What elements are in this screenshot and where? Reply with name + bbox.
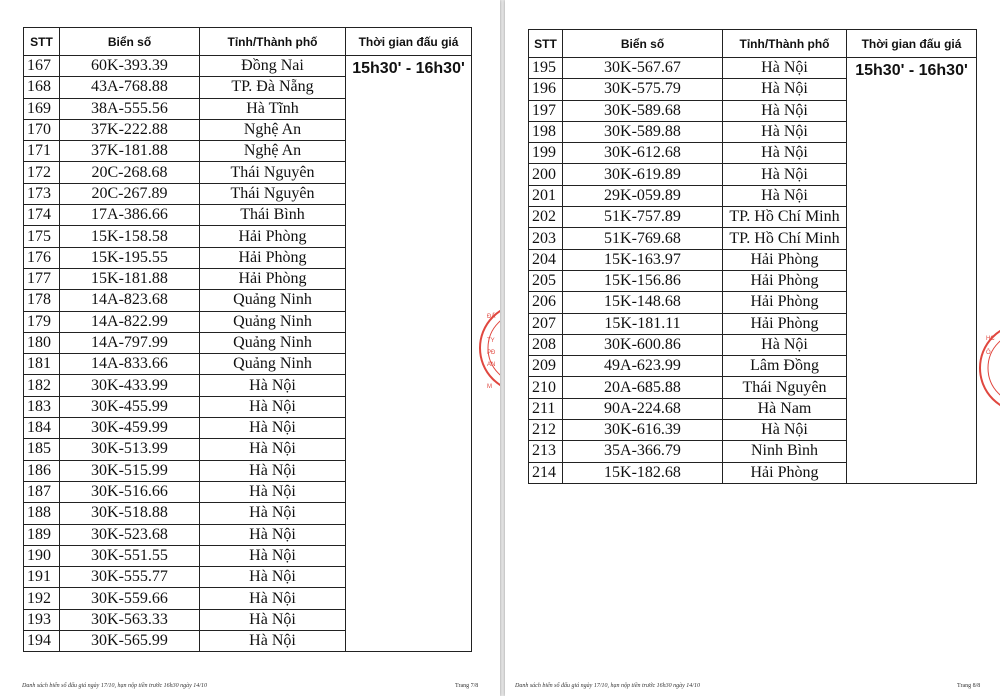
row-plate: 14A-797.99 bbox=[60, 332, 200, 353]
header-province: Tỉnh/Thành phố bbox=[723, 30, 847, 58]
row-province: Hà Nội bbox=[200, 631, 346, 652]
row-plate: 15K-158.58 bbox=[60, 226, 200, 247]
row-plate: 30K-513.99 bbox=[60, 439, 200, 460]
row-province: Hải Phòng bbox=[723, 292, 847, 313]
row-plate: 15K-181.11 bbox=[563, 313, 723, 334]
row-plate: 30K-619.89 bbox=[563, 164, 723, 185]
row-province: Hà Nam bbox=[723, 398, 847, 419]
header-stt: STT bbox=[24, 28, 60, 56]
row-stt: 186 bbox=[24, 460, 60, 481]
row-plate: 15K-163.97 bbox=[563, 249, 723, 270]
row-stt: 209 bbox=[529, 356, 563, 377]
row-plate: 51K-769.68 bbox=[563, 228, 723, 249]
row-province: Hà Nội bbox=[200, 375, 346, 396]
row-plate: 15K-156.86 bbox=[563, 270, 723, 291]
row-province: Thái Nguyên bbox=[200, 183, 346, 204]
row-stt: 206 bbox=[529, 292, 563, 313]
page-number: Trang 8/8 bbox=[957, 683, 981, 689]
row-province: Hà Nội bbox=[200, 481, 346, 502]
row-stt: 173 bbox=[24, 183, 60, 204]
row-plate: 43A-768.88 bbox=[60, 77, 200, 98]
row-stt: 168 bbox=[24, 77, 60, 98]
table-row bbox=[529, 58, 977, 79]
row-plate: 14A-823.68 bbox=[60, 290, 200, 311]
row-plate: 15K-182.68 bbox=[563, 462, 723, 483]
row-plate: 37K-222.88 bbox=[60, 119, 200, 140]
row-province: Hà Nội bbox=[200, 418, 346, 439]
table-row bbox=[24, 56, 472, 77]
page-footer-note: Danh sách biển số đấu giá ngày 17/10, hạn nộp tiền trước 16h30 ngày 14/10 bbox=[22, 683, 207, 689]
row-province: Quảng Ninh bbox=[200, 311, 346, 332]
row-stt: 185 bbox=[24, 439, 60, 460]
row-plate: 30K-555.77 bbox=[60, 567, 200, 588]
row-stt: 171 bbox=[24, 141, 60, 162]
row-province: TP. Đà Nẵng bbox=[200, 77, 346, 98]
row-plate: 49A-623.99 bbox=[563, 356, 723, 377]
row-plate: 17A-386.66 bbox=[60, 205, 200, 226]
page-number: Trang 7/8 bbox=[455, 683, 479, 689]
row-province: Hải Phòng bbox=[723, 270, 847, 291]
row-province: Hà Nội bbox=[200, 524, 346, 545]
row-stt: 183 bbox=[24, 396, 60, 417]
row-plate: 30K-600.86 bbox=[563, 334, 723, 355]
row-province: Hà Nội bbox=[200, 503, 346, 524]
row-province: Hải Phòng bbox=[200, 226, 346, 247]
row-plate: 30K-455.99 bbox=[60, 396, 200, 417]
row-stt: 214 bbox=[529, 462, 563, 483]
row-stt: 169 bbox=[24, 98, 60, 119]
row-province: Hà Nội bbox=[723, 100, 847, 121]
row-plate: 20C-268.68 bbox=[60, 162, 200, 183]
row-stt: 189 bbox=[24, 524, 60, 545]
row-stt: 197 bbox=[529, 100, 563, 121]
row-province: Hà Nội bbox=[723, 334, 847, 355]
row-province: Thái Bình bbox=[200, 205, 346, 226]
row-province: Hà Nội bbox=[200, 545, 346, 566]
row-plate: 30K-518.88 bbox=[60, 503, 200, 524]
row-plate: 29K-059.89 bbox=[563, 185, 723, 206]
row-province: Thái Nguyên bbox=[723, 377, 847, 398]
row-plate: 60K-393.39 bbox=[60, 56, 200, 77]
row-plate: 30K-551.55 bbox=[60, 545, 200, 566]
auction-table bbox=[23, 27, 472, 652]
row-stt: 207 bbox=[529, 313, 563, 334]
row-stt: 179 bbox=[24, 311, 60, 332]
auction-time-slot: 15h30' - 16h30' bbox=[847, 58, 977, 484]
header-plate: Biển số bbox=[563, 30, 723, 58]
row-province: Hải Phòng bbox=[723, 249, 847, 270]
row-stt: 205 bbox=[529, 270, 563, 291]
row-plate: 30K-559.66 bbox=[60, 588, 200, 609]
row-stt: 184 bbox=[24, 418, 60, 439]
row-province: Quảng Ninh bbox=[200, 332, 346, 353]
row-stt: 170 bbox=[24, 119, 60, 140]
auction-time-slot: 15h30' - 16h30' bbox=[346, 56, 472, 652]
row-province: TP. Hồ Chí Minh bbox=[723, 207, 847, 228]
svg-text:AN: AN bbox=[487, 362, 496, 368]
row-plate: 20C-267.89 bbox=[60, 183, 200, 204]
row-plate: 14A-822.99 bbox=[60, 311, 200, 332]
row-stt: 175 bbox=[24, 226, 60, 247]
row-stt: 190 bbox=[24, 545, 60, 566]
row-plate: 35A-366.79 bbox=[563, 441, 723, 462]
row-province: Quảng Ninh bbox=[200, 290, 346, 311]
row-stt: 202 bbox=[529, 207, 563, 228]
svg-text:PĐ: PĐ bbox=[487, 350, 496, 356]
row-stt: 199 bbox=[529, 143, 563, 164]
table-body bbox=[529, 58, 977, 484]
row-stt: 208 bbox=[529, 334, 563, 355]
row-stt: 178 bbox=[24, 290, 60, 311]
row-stt: 174 bbox=[24, 205, 60, 226]
row-province: Nghệ An bbox=[200, 119, 346, 140]
row-stt: 177 bbox=[24, 268, 60, 289]
row-plate: 30K-523.68 bbox=[60, 524, 200, 545]
row-stt: 211 bbox=[529, 398, 563, 419]
row-plate: 30K-616.39 bbox=[563, 420, 723, 441]
header-stt: STT bbox=[529, 30, 563, 58]
row-stt: 172 bbox=[24, 162, 60, 183]
header-auction-time: Thời gian đấu giá bbox=[346, 28, 472, 56]
table-body bbox=[24, 56, 472, 652]
row-province: Hà Nội bbox=[723, 185, 847, 206]
row-plate: 30K-589.68 bbox=[563, 100, 723, 121]
row-province: Hà Nội bbox=[200, 567, 346, 588]
row-province: Hà Nội bbox=[723, 121, 847, 142]
row-province: Ninh Bình bbox=[723, 441, 847, 462]
row-stt: 198 bbox=[529, 121, 563, 142]
row-province: Hải Phòng bbox=[723, 313, 847, 334]
header-province: Tỉnh/Thành phố bbox=[200, 28, 346, 56]
svg-text:TY: TY bbox=[487, 338, 495, 344]
row-province: Hà Tĩnh bbox=[200, 98, 346, 119]
row-province: Hà Nội bbox=[200, 588, 346, 609]
row-plate: 30K-516.66 bbox=[60, 481, 200, 502]
row-province: Nghệ An bbox=[200, 141, 346, 162]
row-plate: 37K-181.88 bbox=[60, 141, 200, 162]
auction-table bbox=[528, 29, 977, 484]
row-stt: 191 bbox=[24, 567, 60, 588]
document-page-8 bbox=[505, 0, 1000, 696]
row-stt: 195 bbox=[529, 58, 563, 79]
row-plate: 30K-565.99 bbox=[60, 631, 200, 652]
row-stt: 210 bbox=[529, 377, 563, 398]
row-province: Hà Nội bbox=[723, 79, 847, 100]
row-province: Quảng Ninh bbox=[200, 354, 346, 375]
row-province: Hà Nội bbox=[200, 609, 346, 630]
table-header-row bbox=[529, 30, 977, 58]
row-province: Hà Nội bbox=[723, 58, 847, 79]
row-plate: 20A-685.88 bbox=[563, 377, 723, 398]
svg-text:ĐẤ: ĐẤ bbox=[487, 314, 496, 320]
row-plate: 30K-515.99 bbox=[60, 460, 200, 481]
row-stt: 200 bbox=[529, 164, 563, 185]
row-province: Hà Nội bbox=[723, 420, 847, 441]
header-plate: Biển số bbox=[60, 28, 200, 56]
row-stt: 194 bbox=[24, 631, 60, 652]
row-stt: 201 bbox=[529, 185, 563, 206]
table-header-row bbox=[24, 28, 472, 56]
row-plate: 15K-195.55 bbox=[60, 247, 200, 268]
red-seal-stamp bbox=[478, 298, 500, 398]
row-plate: 51K-757.89 bbox=[563, 207, 723, 228]
row-plate: 15K-181.88 bbox=[60, 268, 200, 289]
row-plate: 15K-148.68 bbox=[563, 292, 723, 313]
row-stt: 167 bbox=[24, 56, 60, 77]
svg-text:HC: HC bbox=[986, 336, 995, 342]
row-stt: 212 bbox=[529, 420, 563, 441]
row-plate: 14A-833.66 bbox=[60, 354, 200, 375]
row-province: Hà Nội bbox=[200, 396, 346, 417]
row-stt: 203 bbox=[529, 228, 563, 249]
row-plate: 30K-459.99 bbox=[60, 418, 200, 439]
row-plate: 30K-612.68 bbox=[563, 143, 723, 164]
svg-text:Ô: Ô bbox=[986, 350, 991, 356]
row-plate: 30K-575.79 bbox=[563, 79, 723, 100]
row-province: TP. Hồ Chí Minh bbox=[723, 228, 847, 249]
row-plate: 30K-589.88 bbox=[563, 121, 723, 142]
row-stt: 180 bbox=[24, 332, 60, 353]
svg-text:M: M bbox=[487, 384, 492, 390]
row-plate: 90A-224.68 bbox=[563, 398, 723, 419]
row-province: Hà Nội bbox=[723, 143, 847, 164]
row-plate: 38A-555.56 bbox=[60, 98, 200, 119]
row-stt: 182 bbox=[24, 375, 60, 396]
header-auction-time: Thời gian đấu giá bbox=[847, 30, 977, 58]
row-province: Hà Nội bbox=[723, 164, 847, 185]
row-stt: 204 bbox=[529, 249, 563, 270]
row-stt: 213 bbox=[529, 441, 563, 462]
row-plate: 30K-433.99 bbox=[60, 375, 200, 396]
row-stt: 181 bbox=[24, 354, 60, 375]
row-province: Hải Phòng bbox=[200, 268, 346, 289]
page-footer-note: Danh sách biển số đấu giá ngày 17/10, hạn nộp tiền trước 16h30 ngày 14/10 bbox=[515, 683, 700, 689]
row-stt: 193 bbox=[24, 609, 60, 630]
row-province: Thái Nguyên bbox=[200, 162, 346, 183]
row-plate: 30K-563.33 bbox=[60, 609, 200, 630]
row-province: Lâm Đồng bbox=[723, 356, 847, 377]
row-stt: 188 bbox=[24, 503, 60, 524]
row-province: Đồng Nai bbox=[200, 56, 346, 77]
row-province: Hà Nội bbox=[200, 460, 346, 481]
row-stt: 192 bbox=[24, 588, 60, 609]
row-stt: 187 bbox=[24, 481, 60, 502]
row-stt: 176 bbox=[24, 247, 60, 268]
row-stt: 196 bbox=[529, 79, 563, 100]
row-province: Hải Phòng bbox=[723, 462, 847, 483]
row-plate: 30K-567.67 bbox=[563, 58, 723, 79]
row-province: Hà Nội bbox=[200, 439, 346, 460]
red-seal-stamp bbox=[978, 318, 1000, 418]
row-province: Hải Phòng bbox=[200, 247, 346, 268]
